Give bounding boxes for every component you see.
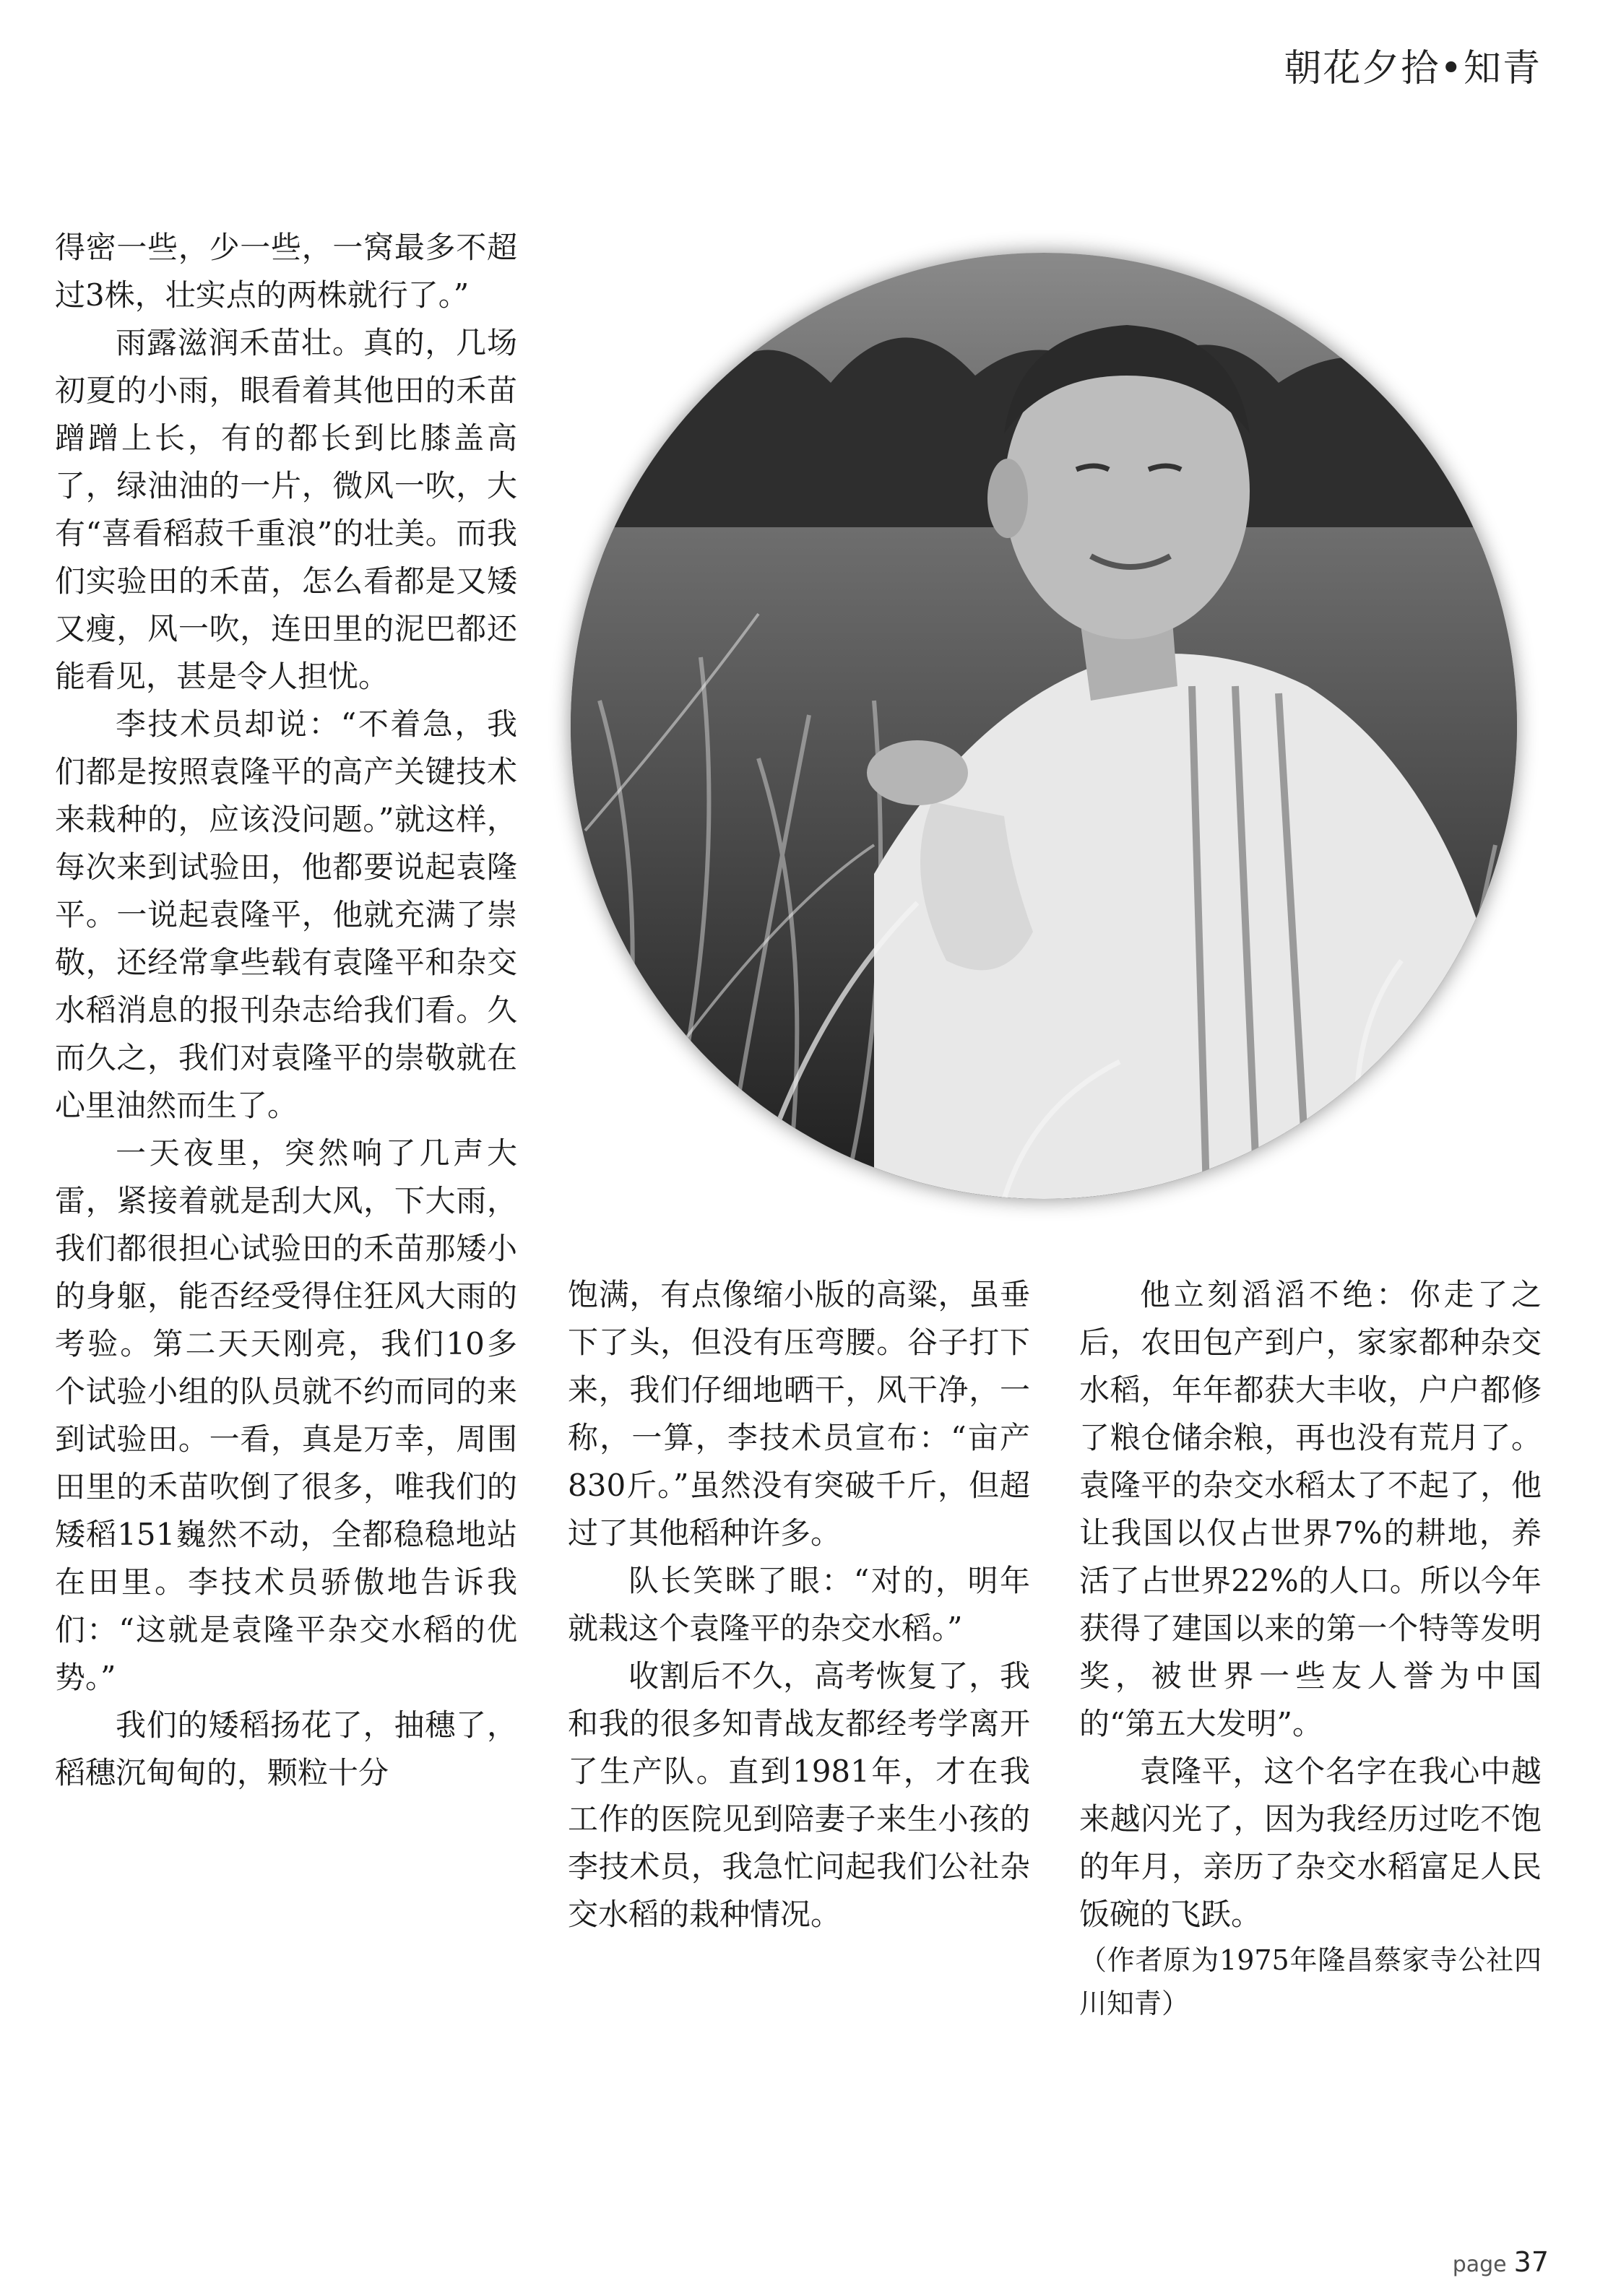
page-number-value: 37 [1513,2246,1549,2278]
text-column-2 [568,1271,1030,1938]
rice-field-photo-illustration [571,253,1517,1199]
paragraph: 雨露滋润禾苗壮。真的，几场初夏的小雨，眼看着其他田的禾苗蹭蹭上长，有的都长到比膝盖高了，绿油油的一片，微风一吹，大有“喜看稻菽千重浪”的壮美。而我们实验田的禾苗，怎么看都是又矮又瘦，风一吹，连田里的泥巴都还能看见，甚是令人担忧。 [55,325,517,694]
paragraph: 饱满，有点像缩小版的高粱，虽垂下了头，但没有压弯腰。谷子打下来，我们仔细地晒干，风干净，一称，一算，李技术员宣布：“亩产830斤。”虽然没有突破千斤，但超过了其他稻种许多。 [568,1277,1030,1551]
text-column-1 [55,224,517,1797]
paragraph: 队长笑眯了眼：“对的，明年就栽这个袁隆平的杂交水稻。” [568,1563,1030,1646]
paragraph: 得密一些，少一些，一窝最多不超过3株，壮实点的两株就行了。” [55,230,517,313]
paragraph: 李技术员却说：“不着急，我们都是按照袁隆平的高产关键技术来栽种的，应该没问题。”就这样，每次来到试验田，他都要说起袁隆平。一说起袁隆平，他就充满了崇敬，还经常拿些载有袁隆平和杂交水稻消息的报刊杂志给我们看。久而久之，我们对袁隆平的崇敬就在心里油然而生了。 [55,706,517,1123]
author-note: （作者原为1975年隆昌蔡家寺公社四川知青） [1079,1944,1542,2019]
text-column-3 [1079,1271,1542,2025]
page-label: page [1452,2252,1507,2277]
paragraph: 我们的矮稻扬花了，抽穗了，稻穗沉甸甸的，颗粒十分 [55,1707,517,1790]
paragraph: 一天夜里，突然响了几声大雷，紧接着就是刮大风，下大雨，我们都很担心试验田的禾苗那矮小的身躯，能否经受得住狂风大雨的考验。第二天天刚亮，我们10多个试验小组的队员就不约而同的来到试验田。一看，真是万幸，周围田里的禾苗吹倒了很多，唯我们的矮稻151巍然不动，全都稳稳地站在田里。李技术员骄傲地告诉我们：“这就是袁隆平杂交水稻的优势。” [55,1135,517,1695]
paragraph: 收割后不久，高考恢复了，我和我的很多知青战友都经考学离开了生产队。直到1981年，才在我工作的医院见到陪妻子来生小孩的李技术员，我急忙问起我们公社杂交水稻的栽种情况。 [568,1658,1030,1932]
section-title: 朝花夕拾•知青 [1284,47,1542,90]
portrait-photo [571,253,1517,1199]
paragraph: 袁隆平，这个名字在我心中越来越闪光了，因为我经历过吃不饱的年月，亲历了杂交水稻富足人民饭碗的飞跃。 [1079,1754,1542,1932]
page-number [1453,2246,1549,2278]
paragraph: 他立刻滔滔不绝：你走了之后，农田包产到户，家家都种杂交水稻，年年都获大丰收，户户都修了粮仓储余粮，再也没有荒月了。袁隆平的杂交水稻太了不起了，他让我国以仅占世界7%的耕地，养活了占世界22%的人口。所以今年获得了建国以来的第一个特等发明奖，被世界一些友人誉为中国的“第五大发明”。 [1079,1277,1542,1741]
